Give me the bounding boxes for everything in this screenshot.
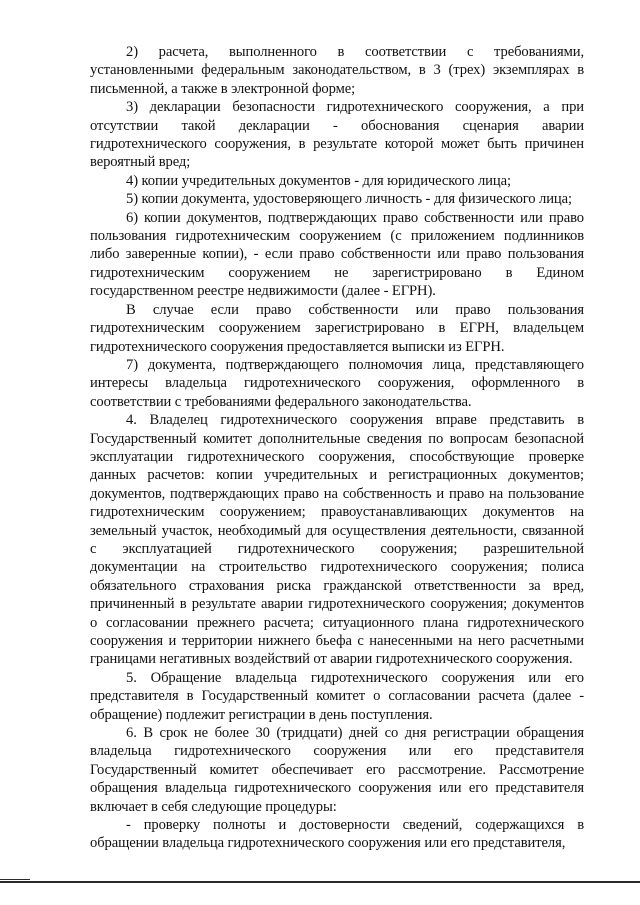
paragraph-item-2-calculation: 2) расчета, выполненного в соответствии с требованиями, установленными федеральным законодательством, в 3 (трех) экземплярах в письменной, а также в электронной форме; [90, 44, 584, 97]
paragraph-item-7-authority-document: 7) документа, подтверждающего полномочия лица, представляющего интересы владельца гидротехнического сооружения, оформленного в соответствии с требованиями федерального законодательства. [90, 356, 584, 410]
paragraph-item-5-identity-document: 5) копии документа, удостоверяющего личность - для физического лица; [126, 191, 572, 208]
paragraph-section-6-review-term: 6. В срок не более 30 (тридцати) дней со дня регистрации обращения владельца гидротехнического сооружения или его представителя Государственный комитет обеспечивает его рассмотрение. Рассмотрение обращения владельца гидротехнического сооружения или его представителя включает в себя следующие процедуры: [90, 725, 584, 815]
paragraph-item-6-ownership-documents: 6) копии документов, подтверждающих право собственности или право пользования гидротехническим сооружением (с приложением подлинников либо заверенные копии), - если право собственности или право пользования гидротехническим сооружением не зарегистрировано в Едином государственном реестре недвижимости (далее - ЕГРН). [90, 209, 584, 300]
page-bottom-rule [0, 881, 640, 883]
paragraph-item-3-safety-declaration: 3) декларации безопасности гидротехнического сооружения, а при отсутствии такой декларации - обоснования сценария аварии гидротехнического сооружения, в результате которой может быть причинен вероятный вред; [90, 99, 584, 171]
paragraph-egrn-registered: В случае если право собственности или право пользования гидротехническим сооружением зарегистрировано в ЕГРН, владельцем гидротехнического сооружения предоставляется выписки из ЕГРН. [90, 301, 584, 355]
paragraph-section-4-additional-info: 4. Владелец гидротехнического сооружения вправе представить в Государственный комитет дополнительные сведения по вопросам безопасной эксплуатации гидротехнического сооружения, способствующие проверке данных расчетов: копии учредительных и регистрационных документов; документов, подтверждающих право на собственность и право на пользование гидротехническим сооружением; правоустанавливающих документов на земельный участок, необходимый для осуществления деятельности, связанной с эксплуатацией гидротехнического сооружения; разрешительной документации на строительство гидротехнического сооружения; полиса обязательного страхования риска гражданской ответственности за вред, причиненный в результате аварии гидротехнического сооружения; документов о согласовании прежнего расчета; ситуационного плана гидротехнического сооружения и территории нижнего бьефа с нанесенными на него расчетными границами негативных воздействий от аварии гидротехнического сооружения. [90, 412, 584, 668]
document-page [90, 43, 584, 853]
paragraph-section-5-registration: 5. Обращение владельца гидротехнического сооружения или его представителя в Государственный комитет о согласовании расчета (далее - обращение) подлежит регистрации в день поступления. [90, 669, 584, 723]
paragraph-item-4-founding-documents: 4) копии учредительных документов - для юридического лица; [126, 172, 511, 189]
page-edge-mark [0, 879, 30, 880]
paragraph-procedure-verification: - проверку полноты и достоверности сведений, содержащихся в обращении владельца гидротехнического сооружения или его представителя, [90, 817, 584, 852]
